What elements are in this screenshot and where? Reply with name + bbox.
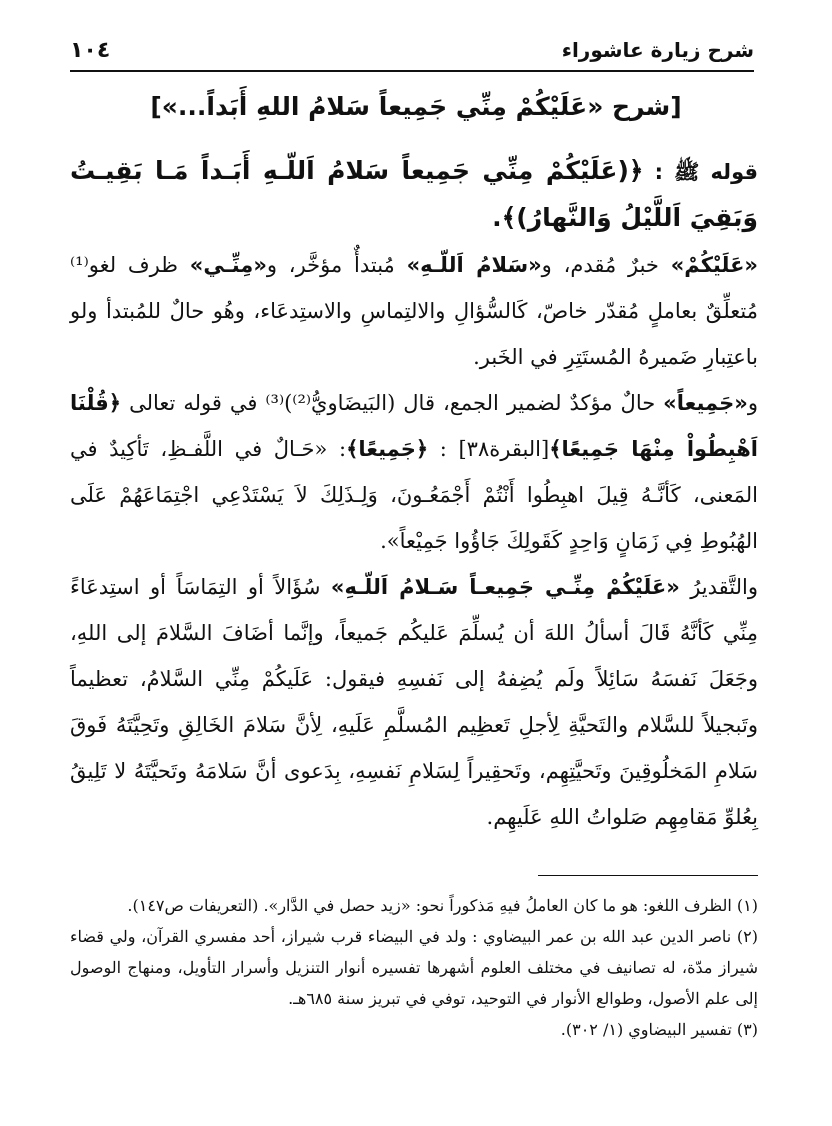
footnote-3: (٣) تفسير البيضاوي (١/ ٣٠٢).	[560, 1020, 758, 1039]
page-number: ١٠٤	[70, 37, 111, 63]
text-run: : «حَـالٌ في اللَّفـظِ، تَأكِيدٌ في المَعنى، كَأنَّـهُ قِيلَ اهبِطُوا أَنْتُمْ أَجْمَعُـونَ، وَلِـذَلِكَ لاَ يَسْتَدْعِي اجْتِمَاعَهُمْ عَلَى الهُبُوطِ فِي زَمَانٍ وَاحِدٍ كَقَولِكَ جَاؤُوا جَمِيْعاً».	[70, 437, 758, 553]
text-run: ظرف لغو⁽¹⁾ مُتعلِّقٌ بعاملٍ مُقدّر خاصّ، كَالسُّؤالِ والالتِماسِ والاستِدعَاء، وهُو حالٌ للمُبتدأ ولو باعتِبارِ ضَميرهُ المُستَتِرِ في الخَبر.	[70, 253, 758, 369]
verse-reference: [البقرة٣٨] :	[428, 437, 550, 461]
main-text	[70, 148, 758, 840]
paragraph-quote	[70, 148, 758, 242]
text-run: حالٌ مؤكدٌ لضمير الجمع، قال (البَيضَاويُّ⁽²⁾)⁽³⁾ في قوله تعالى	[121, 391, 664, 415]
running-header	[70, 30, 754, 72]
term: «جَمِيعاً»	[663, 391, 748, 415]
section-heading: [شرح «عَلَيْكُمْ مِنِّي جَمِيعاً سَلامُ اللهِ أَبَداً...»]	[150, 92, 682, 121]
footnote-2: (٢) ناصر الدين عبد الله بن عمر البيضاوي : ولد في البيضاء قرب شيراز، أحد مفسري القرآن، ولي قضاء شيراز مدّة، له تصانيف في مختلف العلوم أشهرها تفسيره أنوار التنزيل وأسرار التأويل، ومنهاج الوصول إلى علم الأصول، وطوالع الأنوار في التوحيد، توفي في تبريز سنة ٦٨٥هـ.	[70, 927, 758, 1008]
paragraph-jamian	[70, 380, 758, 564]
term: «عَلَيْكُمْ»	[670, 253, 758, 277]
quran-verse: ﴿قُلْنَا اَهْبِطُواْ مِنْهَا جَمِيعًا﴾	[70, 391, 758, 461]
footnotes	[70, 890, 758, 1045]
text-run: مُبتدأٌ مؤخَّر، و	[266, 253, 407, 277]
quoted-text: ﴿(عَلَيْكُمْ مِنِّي جَمِيعاً سَلامُ اَللّـهِ أَبَـداً مَـا بَقِيـتُ وَبَقِيَ اَللَّيْلُ وَالنَّهارُ)﴾.	[70, 156, 758, 232]
quran-word: ﴿جَمِيعًا﴾	[346, 437, 429, 461]
term: «عَلَيْكُمْ مِنِّـي جَمِيعـاً سَـلامُ اَللّـهِ»	[330, 575, 680, 599]
quote-lead: قوله ﷺ :	[643, 160, 758, 184]
footnote-divider	[538, 875, 758, 876]
book-title: شرح زيارة عاشوراء	[561, 38, 754, 62]
paragraph-taqdir	[70, 564, 758, 840]
paragraph-grammar	[70, 242, 758, 380]
text-run: و	[747, 391, 758, 415]
footnote-1: (١) الظرف اللغو: هو ما كان العاملُ فيهِ مَذكوراً نحو: «زيد حصل في الدَّار». (التعريفات ص١٤٧).	[127, 896, 758, 915]
text-run: والتَّقديرُ	[679, 575, 759, 599]
text-run: خبرٌ مُقدم، و	[541, 253, 671, 277]
term: «سَلامُ اَللّـهِ»	[406, 253, 542, 277]
text-run: سُؤَالاً أو التِمَاسَاً أو استِدعَاءً مِنِّي كَأنَّهُ قَالَ أسألُ اللهَ أن يُسلِّمَ عَليكُم جَميعاً، وإنَّما أضَافَ السَّلامَ إلى اللهِ، وجَعَلَ نَفسَهُ سَائِلاً ولَم يُضِفهُ إلى نَفسِهِ فيقول: عَلَيكُمْ مِنِّي السَّلامُ، تعظيماً وتَبجيلاً للسَّلام والتَحيَّةِ لِأجلِ تَعظِيم المُسلَّمِ عَلَيهِ، لِأنَّ سَلامَ الخَالِقِ وتَحِيَّتَهُ فَوقَ سَلامِ المَخلُوقِينَ وتَحيَّتِهِم، وتَحقِيراً لِسَلامِ نَفسِهِ، بِدَعوى أنَّ سَلامَهُ وتَحيَّتَهُ لا تَلِيقُ بِعُلوِّ مَقامِهِم صَلواتُ اللهِ عَلَيهِم.	[70, 575, 758, 829]
term: «مِنِّـي»	[189, 253, 267, 277]
